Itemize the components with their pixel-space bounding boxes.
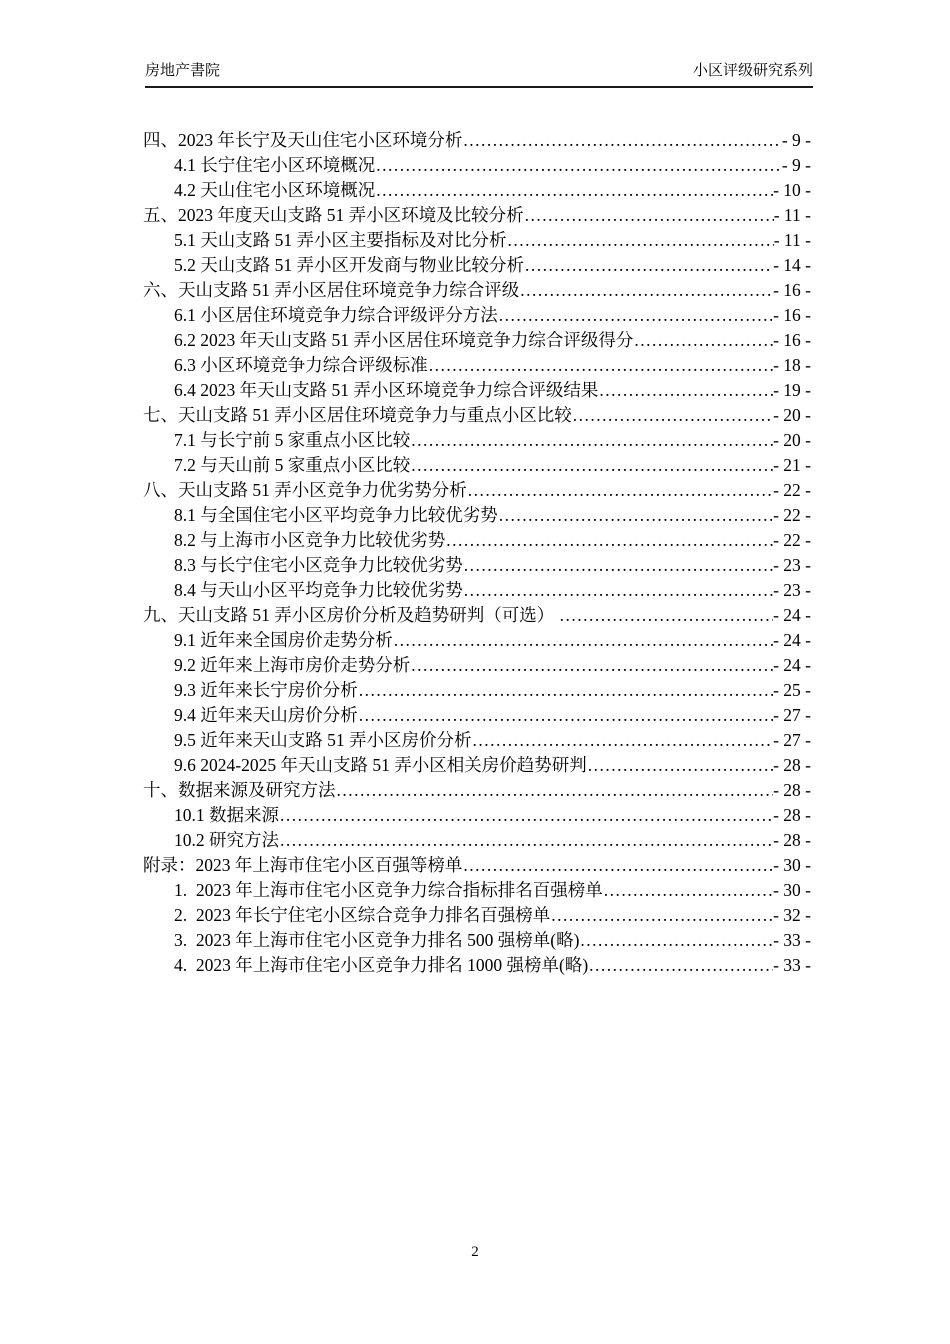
toc-entry-page: - 33 - <box>773 930 811 950</box>
toc-dot-leader <box>604 878 773 903</box>
toc-entry-label: 8.3 与长宁住宅小区竞争力比较优劣势 <box>174 555 463 575</box>
toc-entry-label: 8.4 与天山小区平均竞争力比较优劣势 <box>174 580 463 600</box>
toc-dot-leader <box>499 503 773 528</box>
toc-entry-label: 四、2023 年长宁及天山住宅小区环境分析 <box>143 130 463 150</box>
toc-dot-leader <box>394 628 773 653</box>
toc-entry-label: 4.1 长宁住宅小区环境概况 <box>174 155 376 175</box>
page-header <box>145 60 813 88</box>
toc-entry-page: - 20 - <box>773 430 811 450</box>
toc-dot-leader <box>589 953 773 978</box>
toc-entry-label: 六、天山支路 51 弄小区居住环境竞争力综合评级 <box>143 280 520 300</box>
toc-entry-page: - 16 - <box>773 280 811 300</box>
toc-entry[interactable] <box>143 828 811 853</box>
toc-entry-label: 4. 2023 年上海市住宅小区竞争力排名 1000 强榜单(略) <box>174 955 589 975</box>
toc-entry-page: - 22 - <box>773 480 811 500</box>
toc-dot-leader <box>599 378 773 403</box>
toc-entry[interactable] <box>143 803 811 828</box>
toc-dot-leader <box>463 853 773 878</box>
toc-entry-label: 九、天山支路 51 弄小区房价分析及趋势研判（可选） <box>143 605 559 625</box>
toc-dot-leader <box>580 928 773 953</box>
toc-dot-leader <box>508 228 774 253</box>
toc-dot-leader <box>359 678 773 703</box>
toc-entry[interactable] <box>143 428 811 453</box>
toc-dot-leader <box>411 453 773 478</box>
toc-entry-label: 6.2 2023 年天山支路 51 弄小区居住环境竞争力综合评级得分 <box>174 330 634 350</box>
toc-entry-label: 1. 2023 年上海市住宅小区竞争力综合指标排名百强榜单 <box>174 880 603 900</box>
toc-entry-page: - 28 - <box>773 830 811 850</box>
toc-entry[interactable] <box>143 453 811 478</box>
toc-entry-page: - 28 - <box>773 755 811 775</box>
header-left-text: 房地产書院 <box>145 63 221 79</box>
toc-dot-leader <box>468 478 773 503</box>
toc-entry[interactable] <box>143 578 811 603</box>
toc-dot-leader <box>359 703 773 728</box>
toc-dot-leader <box>551 903 773 928</box>
toc-entry[interactable] <box>143 128 811 153</box>
toc-dot-leader <box>473 728 774 753</box>
toc-dot-leader <box>376 153 782 178</box>
toc-entry[interactable] <box>143 878 811 903</box>
toc-entry-page: - 21 - <box>773 455 811 475</box>
header-right-text: 小区评级研究系列 <box>692 63 813 79</box>
toc-entry-page: - 18 - <box>773 355 811 375</box>
table-of-contents <box>143 128 811 978</box>
toc-entry[interactable] <box>143 503 811 528</box>
toc-entry-label: 4.2 天山住宅小区环境概况 <box>174 180 376 200</box>
toc-entry[interactable] <box>143 853 811 878</box>
toc-entry[interactable] <box>143 178 811 203</box>
toc-entry-page: - 27 - <box>773 705 811 725</box>
toc-entry[interactable] <box>143 153 811 178</box>
toc-dot-leader <box>525 203 774 228</box>
toc-entry[interactable] <box>143 653 811 678</box>
toc-entry-page: - 22 - <box>773 530 811 550</box>
toc-entry-page: - 19 - <box>773 380 811 400</box>
toc-entry-label: 7.2 与天山前 5 家重点小区比较 <box>174 455 411 475</box>
toc-entry-label: 八、天山支路 51 弄小区竞争力优劣势分析 <box>143 480 467 500</box>
toc-entry[interactable] <box>143 528 811 553</box>
footer-page-number: 2 <box>471 1244 479 1260</box>
toc-entry[interactable] <box>143 953 811 978</box>
toc-entry[interactable] <box>143 678 811 703</box>
toc-entry-label: 附录：2023 年上海市住宅小区百强等榜单 <box>143 855 463 875</box>
toc-entry[interactable] <box>143 328 811 353</box>
toc-entry-label: 5.1 天山支路 51 弄小区主要指标及对比分析 <box>174 230 507 250</box>
toc-entry-page: - 25 - <box>773 680 811 700</box>
toc-dot-leader <box>464 553 773 578</box>
toc-entry-page: - 23 - <box>773 580 811 600</box>
toc-entry-label: 十、数据来源及研究方法 <box>143 780 336 800</box>
toc-entry-label: 3. 2023 年上海市住宅小区竞争力排名 500 强榜单(略) <box>174 930 580 950</box>
toc-entry-label: 9.6 2024-2025 年天山支路 51 弄小区相关房价趋势研判 <box>174 755 587 775</box>
toc-entry[interactable] <box>143 353 811 378</box>
toc-dot-leader <box>280 803 773 828</box>
toc-entry-label: 五、2023 年度天山支路 51 弄小区环境及比较分析 <box>143 205 524 225</box>
toc-entry[interactable] <box>143 903 811 928</box>
toc-entry[interactable] <box>143 203 811 228</box>
toc-dot-leader <box>634 328 773 353</box>
toc-entry-label: 6.3 小区环境竞争力综合评级标准 <box>174 355 428 375</box>
toc-entry[interactable] <box>143 603 811 628</box>
toc-dot-leader <box>411 428 773 453</box>
toc-entry-label: 9.1 近年来全国房价走势分析 <box>174 630 393 650</box>
toc-entry[interactable] <box>143 403 811 428</box>
toc-entry-label: 10.2 研究方法 <box>174 830 279 850</box>
toc-entry-page: - 9 - <box>781 155 811 175</box>
toc-entry-page: - 28 - <box>773 780 811 800</box>
toc-entry-page: - 24 - <box>773 655 811 675</box>
toc-dot-leader <box>525 253 773 278</box>
toc-entry[interactable] <box>143 478 811 503</box>
toc-dot-leader <box>280 828 773 853</box>
toc-entry-label: 2. 2023 年长宁住宅小区综合竞争力排名百强榜单 <box>174 905 551 925</box>
toc-entry-page: - 14 - <box>773 255 811 275</box>
toc-entry-page: - 32 - <box>773 905 811 925</box>
toc-dot-leader <box>464 578 773 603</box>
toc-entry-label: 9.3 近年来长宁房价分析 <box>174 680 358 700</box>
toc-entry-page: - 23 - <box>773 555 811 575</box>
toc-dot-leader <box>429 353 773 378</box>
toc-entry-page: - 11 - <box>773 205 811 225</box>
toc-entry[interactable] <box>143 928 811 953</box>
toc-entry-page: - 24 - <box>773 630 811 650</box>
toc-entry-page: - 16 - <box>773 330 811 350</box>
toc-entry[interactable] <box>143 278 811 303</box>
toc-entry-label: 10.1 数据来源 <box>174 805 279 825</box>
toc-dot-leader <box>560 603 773 628</box>
toc-entry-label: 7.1 与长宁前 5 家重点小区比较 <box>174 430 411 450</box>
toc-entry-label: 6.1 小区居住环境竞争力综合评级评分方法 <box>174 305 498 325</box>
toc-entry[interactable] <box>143 303 811 328</box>
toc-entry-page: - 22 - <box>773 505 811 525</box>
toc-entry[interactable] <box>143 753 811 778</box>
toc-entry-label: 七、天山支路 51 弄小区居住环境竞争力与重点小区比较 <box>143 405 572 425</box>
toc-entry-page: - 9 - <box>781 130 811 150</box>
toc-dot-leader <box>376 178 773 203</box>
toc-entry-label: 9.2 近年来上海市房价走势分析 <box>174 655 411 675</box>
toc-entry[interactable] <box>143 228 811 253</box>
toc-dot-leader <box>520 278 773 303</box>
toc-entry-page: - 20 - <box>773 405 811 425</box>
toc-entry-label: 9.5 近年来天山支路 51 弄小区房价分析 <box>174 730 472 750</box>
toc-entry-page: - 30 - <box>773 880 811 900</box>
toc-dot-leader <box>463 128 781 153</box>
toc-entry-page: - 28 - <box>773 805 811 825</box>
toc-dot-leader <box>446 528 773 553</box>
toc-entry-label: 5.2 天山支路 51 弄小区开发商与物业比较分析 <box>174 255 524 275</box>
toc-entry[interactable] <box>143 628 811 653</box>
toc-dot-leader <box>337 778 774 803</box>
toc-dot-leader <box>499 303 773 328</box>
toc-entry-label: 8.2 与上海市小区竞争力比较优劣势 <box>174 530 446 550</box>
toc-entry[interactable] <box>143 378 811 403</box>
toc-entry-page: - 24 - <box>773 605 811 625</box>
toc-entry[interactable] <box>143 728 811 753</box>
toc-entry-label: 8.1 与全国住宅小区平均竞争力比较优劣势 <box>174 505 498 525</box>
toc-entry[interactable] <box>143 253 811 278</box>
toc-entry-page: - 11 - <box>773 230 811 250</box>
toc-entry-page: - 30 - <box>773 855 811 875</box>
toc-entry[interactable] <box>143 553 811 578</box>
toc-dot-leader <box>573 403 773 428</box>
toc-entry-page: - 16 - <box>773 305 811 325</box>
toc-dot-leader <box>588 753 773 778</box>
toc-entry-page: - 27 - <box>773 730 811 750</box>
toc-entry[interactable] <box>143 703 811 728</box>
toc-dot-leader <box>411 653 773 678</box>
toc-entry-page: - 33 - <box>773 955 811 975</box>
toc-entry-label: 6.4 2023 年天山支路 51 弄小区环境竞争力综合评级结果 <box>174 380 599 400</box>
toc-entry[interactable] <box>143 778 811 803</box>
toc-entry-label: 9.4 近年来天山房价分析 <box>174 705 358 725</box>
toc-entry-page: - 10 - <box>773 180 811 200</box>
